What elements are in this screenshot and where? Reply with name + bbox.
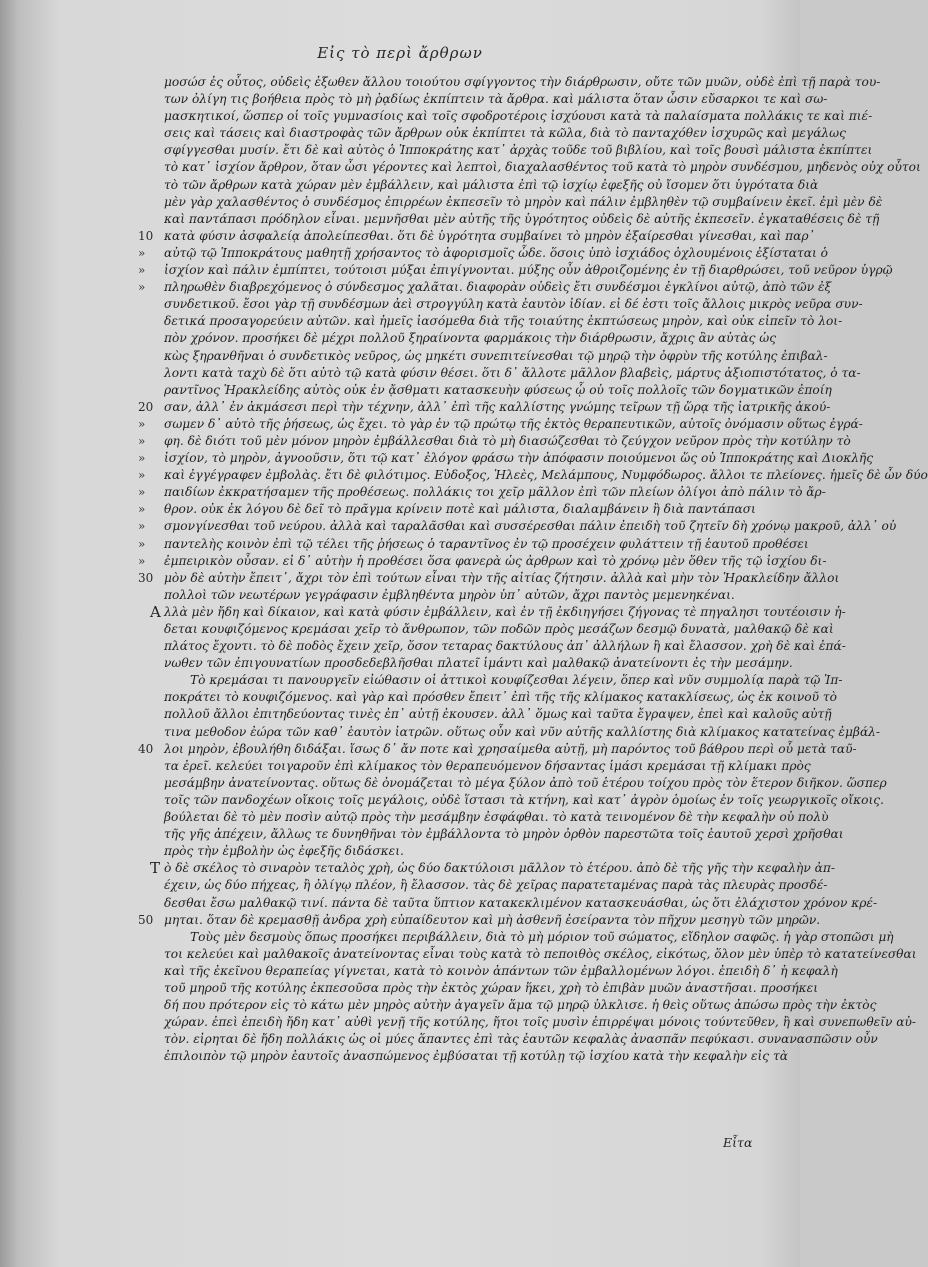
- text-line: [164, 672, 843, 689]
- initial-letter: T: [150, 859, 161, 878]
- text-line: [164, 365, 861, 382]
- text-line: [164, 843, 634, 860]
- text-line: [138, 262, 893, 279]
- text-line: [164, 980, 818, 997]
- line-text: σεις καὶ τάσεις καὶ διαστροφὰς τῶν ἄρθρων οὐκ ἐκπίπτει τὰ κῶλα, διὰ τὸ πανταχόθεν ἰσχυρῶς καὶ μεγάλως: [164, 126, 846, 141]
- line-text: ἐπιλοιπὸν τῷ μηρὸν ἑαυτοῖς ἀνασπώμενος ἐμβύσαται τῇ κοτύλῃ τῷ ἰσχίου κατὰ τὴν κεφαλὴν εἰς τὰ: [164, 1049, 788, 1064]
- commentary-text: [138, 74, 928, 1065]
- line-text: καὶ τῆς ἐκεῖνου θεραπείας γίγνεται, κατὰ τὸ κοινὸν ἁπάντων τῶν ἐμβαλλομένων λόγοι. ἐπειδὴ δ᾽ ἡ κεφαλὴ: [164, 963, 838, 978]
- text-line: [164, 621, 834, 638]
- line-text: βούλεται δὲ τὸ μὲν ποσὶν αὐτῷ πρὸς τὴν μεσάμβην ἐσφάφθαι. τὸ κατὰ τεινομένον δὲ τὴν κεφαλὴν οὐ πολὺ: [164, 810, 829, 825]
- line-text: ἐμπειρικὸν οὖσαν. εἰ δ᾽ αὐτὴν ἡ προθέσει ὅσα φανερὰ ὡς ἀρθρων καὶ τὸ χρόνῳ μὲν ὅθεν τῆς τῷ ἰσχίου δι-: [164, 553, 827, 568]
- line-text: λοι μηρὸν, ἐβουλήθη διδάξαι. ἴσως δ᾽ ἄν ποτε καὶ χρησαίμεθα αὐτῇ, μὴ παρόντος τοῦ βάθρου περὶ οὗ μετὰ ταῦ-: [164, 741, 857, 756]
- text-line: [164, 313, 843, 330]
- line-number: 50: [138, 912, 154, 927]
- line-text: ὸ δὲ σκέλος τὸ σιναρὸν τεταλὸς χρὴ, ὡς δύο δακτύλοισι μᾶλλον τὸ ἑτέρου. ἀπὸ δὲ τῆς γῆς τὴν κεφαλὴν ἀπ-: [164, 861, 835, 876]
- text-line: [164, 809, 829, 826]
- line-text: μὸν δὲ αὐτὴν ἔπειτ᾽, ἄχρι τὸν ἐπὶ τούτων εἶναι τὴν τῆς αἰτίας ζήτησιν. ἀλλὰ καὶ μὴν τὸν Ἡρακλείδην ἄλλοι: [164, 570, 840, 585]
- line-text: δεται κουφιζόμενος κρεμάσαι χεῖρ τὸ ἄνθρωπον, τῶν ποδῶν πρὸς μεσάζων δεσμῷ δυνατὰ, μαλθακῷ δὲ καὶ: [164, 622, 834, 636]
- quotation-mark: »: [138, 553, 146, 568]
- line-text: παντελὴς κοινὸν ἐπὶ τῷ τέλει τῆς ῥήσεως ὁ ταραντῖνος ἐν τῷ προσέχειν φυλάττειν τῇ ἑαυτοῦ προθέσει: [164, 536, 809, 551]
- line-text: τοῦ μηροῦ τῆς κοτύλης ἐκπεσοῦσα πρὸς τὴν ἐκτὸς χώραν ἥκει, χρὴ τὸ ἐπιβὰν μυῶν ἀναστῆσαι. προσήκει: [164, 980, 818, 995]
- line-text: τοι κελεύει καὶ μαλθακοῖς ἀνατείνοντας εἶναι τοὺς κατὰ τὸ πεποιθὸς σκέλος, εἰκότως, ὅλον μὲν ὑπὲρ τὸ κατατείνεσθαι: [164, 946, 917, 961]
- text-line: [138, 416, 863, 433]
- quotation-mark: »: [138, 433, 146, 448]
- text-line: [138, 518, 897, 535]
- text-line: [164, 929, 894, 946]
- line-text: ραντῖνος Ἡρακλείδης αὐτὸς οὐκ ἐν ᾄσθματι κατασκευὴν φύσεως ᾧ οὐ τοῖς πολλοῖς τῶν δογματικῶν ἐποίη: [164, 382, 832, 397]
- quotation-mark: »: [138, 468, 146, 483]
- quotation-mark: »: [138, 519, 146, 534]
- line-text: φη. δὲ διότι τοῦ μὲν μόνον μηρὸν ἐμβάλλεσθαι διὰ τὸ μὴ διασώζεσθαι τὸ ζεύγχον νεῦρον πρὸς τὴν κοτύλην τὸ: [164, 433, 851, 448]
- line-text: κατὰ φύσιν ἀσφαλείᾳ ἀπολείπεσθαι. ὅτι δὲ ὑγρότητα συμβαίνει τὸ μηρὸν ἐξαίρεσθαι γίνεσθαι, καὶ παρ᾽: [164, 228, 815, 243]
- line-text: μηται. ὅταν δὲ κρεμασθῇ ἀνδρα χρὴ εὐπαίδευτον καὶ μὴ ἀσθενῆ ἐσείραντα τὸν πῆχυν μεσηγὺ τῶν μηρῶν.: [164, 912, 821, 927]
- line-number: 40: [138, 741, 154, 756]
- line-text: τῆς γῆς ἀπέχειν, ἄλλως τε δυνηθῆναι τὸν ἐμβάλλοντα τὸ μηρὸν ὀρθὸν παρεστῶτα τοῖς ἑαυτοῦ χερσὶ χρῆσθαι: [164, 827, 844, 842]
- text-line: [164, 91, 828, 108]
- line-number: 20: [138, 399, 154, 414]
- line-text: σφίγγεσθαι μυσίν. ἔτι δὲ καὶ αὐτὸς ὁ Ἱπποκράτης κατ᾽ ἀρχὰς τοῦδε τοῦ βιβλίου, καὶ τοῖς βουσὶ μάλιστα ἐκπίπτει: [164, 143, 873, 158]
- quotation-mark: »: [138, 416, 146, 431]
- text-line: [164, 125, 846, 142]
- text-line: [138, 279, 832, 296]
- text-line: [164, 689, 837, 706]
- text-line: [164, 142, 873, 159]
- line-text: τινα μεθοδον ἐώρα τῶν καθ᾽ ἑαυτὸν ἰατρῶν. οὕτως οὖν καὶ νῦν αὐτῆς καλλίστης διὰ κλίμακος κατατείνας ἐμβάλ-: [164, 724, 881, 739]
- text-line: [138, 570, 840, 587]
- line-text: μασκητικοί, ὥσπερ οἱ τοῖς γυμνασίοις καὶ τοῖς σφοδροτέροις ἰσχύουσι κατὰ τὰ παλαίσματα πολλάκις τε καὶ πιέ-: [164, 109, 873, 124]
- text-line: [164, 330, 777, 347]
- line-text: τὸν. εἰρηται δὲ ἤδη πολλάκις ὡς οἱ μύες ἅπαντες ἐπὶ τὰς ἑαυτῶν κεφαλὰς ἀνασπᾶν πεφύκασι. συνανασπῶσιν οὖν: [164, 1032, 878, 1047]
- text-line: [164, 1031, 878, 1048]
- text-line: [164, 296, 863, 313]
- line-text: παιδίων ἐκκρατήσαμεν τῆς προθέσεως. πολλάκις τοι χεῖρ μᾶλλον ἐπὶ τῶν πλείων ὀλίγοι ἀπὸ πάλιν τὸ ἄρ-: [164, 485, 826, 500]
- quotation-mark: »: [138, 451, 146, 466]
- line-text: πὸν χρόνον. προσήκει δὲ μέχρι πολλοῦ ξηραίνοντα φαρμάκοις τὴν διάρθρωσιν, ἄχρις ἂν αὐτὰς ὡς: [164, 331, 777, 346]
- line-text: ἰσχίον, τὸ μηρὸν, ἀγνοοῦσιν, ὅτι τῷ κατ᾽ ἐλόγον φράσω τὴν ἀπόφασιν ποιούμενοι ὥς οὐ Ἱπποκράτης καὶ Διοκλῆς: [164, 451, 874, 466]
- text-line: [164, 895, 878, 912]
- quotation-mark: »: [138, 502, 146, 517]
- line-text: των ὀλίγη τις βοήθεια πρὸς τὸ μὴ ῥᾳδίως ἐκπίπτειν τὰ ἄρθρα. καὶ μάλιστα ὅταν ὦσιν εὔσαρκοι τε καὶ σω-: [164, 92, 828, 107]
- text-line: [164, 775, 887, 792]
- text-line: [164, 997, 877, 1014]
- text-line: [150, 602, 846, 621]
- line-text: λλὰ μὲν ἤδη καὶ δίκαιον, καὶ κατὰ φύσιν ἐμβάλλειν, καὶ ἐν τῇ ἐκδιηγήσει ζήγονας τὲ πηγαλησι τουτέοισιν ἡ-: [164, 604, 846, 619]
- line-text: συνδετικοῦ. ἔσοι γὰρ τῇ συνδέσμων ἀεὶ στρογγύλη κατὰ ἑαυτὸν ἰδίαν. εἰ δέ ἐστι τοῖς ἄλλοις μικρὸς νεῦρα συν-: [164, 297, 863, 312]
- line-text: αὐτῷ τῷ Ἱπποκράτους μαθητῇ χρήσαντος τὸ ἀφορισμοῖς ὧδε. ὅσοις ὑπὸ ἰσχιάδος ὀχλουμένοις ἐξίσταται ὁ: [164, 245, 828, 260]
- text-line: [164, 108, 873, 125]
- text-line: [164, 74, 881, 91]
- line-text: πλάτος ἔχοντι. τὸ δὲ ποδὸς ἔχειν χεῖρ, ὅσον τεταρας δακτύλους ἀπ᾽ ἀλλήλων ἢ καὶ ἔλασσον. χρὴ δὲ καὶ ἐπά-: [164, 639, 846, 654]
- text-line: [138, 484, 826, 501]
- line-text: Τὸ κρεμάσαι τι πανουργεῖν εἰώθασιν οἱ ἀττικοὶ κουφίζεσθαι λέγειν, ὅπερ καὶ νῦν συμμολίᾳ παρὰ τῷ Ἱπ-: [190, 673, 843, 688]
- text-line: [164, 724, 881, 741]
- line-text: Τοὺς μὲν δεσμοὺς ὅπως προσήκει περιβάλλειν, διὰ τὸ μὴ μόριον τοῦ σώματος, εἴδηλον σαφῶς. ἡ γὰρ στοπῶσι μὴ: [190, 929, 894, 944]
- text-line: [138, 536, 809, 553]
- quotation-mark: »: [138, 263, 146, 278]
- text-line: [164, 1014, 917, 1031]
- line-text: έχειν, ὡς δύο πήχεας, ἢ ὀλίγῳ πλέον, ἢ ἔλασσον. τὰς δὲ χεῖρας παρατεταμένας παρὰ τὰς πλευρὰς προσδέ-: [164, 878, 828, 893]
- quotation-mark: »: [138, 536, 146, 551]
- line-text: πρὸς τὴν ἐμβολὴν ὡς ἐφεξῆς διδάσκει.: [164, 844, 404, 859]
- line-text: τὸ κατ᾽ ἰσχίον ἄρθρον, ὅταν ὦσι γέροντες καὶ λεπτοὶ, διαχαλασθέντος τοῦ κατὰ τὸ μηρὸν συνδέσμου, μηδενὸς οὐχ οὗτοι: [164, 160, 921, 175]
- line-text: ποκράτει τὸ κουφιζόμενος. καὶ γὰρ καὶ πρόσθεν ἔπειτ᾽ ἐπὶ τῆς τῆς κλίμακος κατακλίσεως, ὡς ἐκ κοινοῦ τὸ: [164, 690, 837, 705]
- line-text: σαν, ἀλλ᾽ ἐν ἀκμάσεσι περὶ τὴν τέχνην, ἀλλ᾽ ἐπὶ τῆς καλλίστης γνώμης τεῖρων τῇ ὥρᾳ τῆς ἰατρικῆς ἀκού-: [164, 399, 831, 414]
- text-line: [164, 1048, 788, 1065]
- text-line: [164, 348, 828, 365]
- quotation-mark: »: [138, 485, 146, 500]
- line-text: τοῖς τῶν πανδοχέων οἴκοις τοῖς μεγάλοις, οὐδὲ ἵστασι τὰ κτήνη, καὶ κατ᾽ ἀγρὸν ὁμοίως ἐν τοῖς γεωργικοῖς οἴκοις.: [164, 792, 884, 807]
- text-line: [164, 758, 811, 775]
- line-text: πληρωθὲν διαβρεχόμενος ὁ σύνδεσμος χαλᾶται. διαφορὰν οὐδεὶς ἔτι συνδέσμοι ἐγκλίνοι αὐτῷ, ἀπὸ τῶν ἐξ: [164, 280, 832, 295]
- text-line: [138, 450, 874, 467]
- line-text: μεσάμβην ἀνατείνοντας. οὕτως δὲ ὀνομάζεται τὸ μέγα ξύλον ἀπὸ τοῦ ἑτέρου τοίχου πρὸς τὸν ἕτερον διῆκον. ὥσπερ: [164, 775, 887, 790]
- line-text: δεσθαι ἔσω μαλθακῷ τινί. πάντα δὲ ταῦτα ὕπτιον κατακεκλιμένον κατασκευάσθαι, ὡς ὅτι ἐλάχιστον χρόνον κρέ-: [164, 895, 878, 910]
- text-line: [138, 228, 815, 245]
- text-line: [138, 467, 928, 484]
- text-line: [164, 194, 883, 211]
- text-line: [164, 587, 764, 604]
- text-line: [164, 382, 832, 399]
- text-line: [164, 655, 793, 672]
- text-line: [138, 245, 828, 262]
- quotation-mark: »: [138, 280, 146, 295]
- line-text: θρον. οὐκ ἐκ λόγου δὲ δεῖ τὸ πρᾶγμα κρίνειν ποτὲ καὶ μάλιστα, διαλαμβάνειν ἢ διὰ παντάπασι: [164, 502, 756, 517]
- line-text: τὸ τῶν ἄρθρων κατὰ χώραν μὲν ἐμβάλλειν, καὶ μάλιστα ἐπὶ τῷ ἰσχίῳ ἐφεξῆς οὐ ἴσομεν ὅτι ὑγρότατα διὰ: [164, 177, 819, 192]
- text-line: [138, 433, 851, 450]
- text-line: [138, 553, 827, 570]
- line-text: λοντι κατὰ ταχὺ δὲ ὅτι αὐτὸ τῷ κατὰ φύσιν θέσει. ὅτι δ᾽ ἄλλοτε μᾶλλον βλαβεὶς, μάρτυς ἀξιοπιστότατος, ὁ τα-: [164, 365, 861, 380]
- text-line: [164, 177, 819, 194]
- line-number: 10: [138, 228, 154, 243]
- line-text: δετικά προσαγορεύειν αὐτῶν. καὶ ἡμεῖς ἰασόμεθα διὰ τῆς τοιαύτης ἐκπτώσεως μηρὸν, καὶ οὐκ εἰπεῖν τὸ λοι-: [164, 314, 843, 329]
- line-text: κὼς ξηρανθῆναι ὁ συνδετικὸς νεῦρος, ὡς μηκέτι συνεπιτείνεσθαι τῷ μηρῷ τὴν ὀφρὺν τῆς κοτύλης ἐπιβαλ-: [164, 348, 828, 363]
- line-text: μοσώσ ἐς οὗτος, οὐδεὶς ἐξωθεν ἄλλου τοιούτου σφίγγοντος τὴν διάρθρωσιν, οὔτε τῶν μυῶν, οὐδὲ ἐπὶ τῇ παρὰ του-: [164, 75, 881, 89]
- text-line: [164, 792, 884, 809]
- text-line: [164, 211, 880, 228]
- text-line: [138, 399, 831, 416]
- line-text: δή που πρότερον εἰς τὸ κάτω μὲν μηρὸς αὐτὴν ἀγαγεῖν ἅμα τῷ μηρῷ ὑλκλισε. ἡ θεὶς οὕτως ἀπώσω πρὸς τὴν ἐκτὸς: [164, 998, 877, 1013]
- line-text: σμονγίνεσθαι τοῦ νεύρου. ἀλλὰ καὶ ταραλᾶσθαι καὶ συσσέρεσθαι πάλιν ἐπειδὴ τοῦ ζητεῖν δὴ χρόνῳ μακροῦ, ἀλλ᾽ οὐ: [164, 519, 897, 534]
- initial-letter: A: [150, 602, 161, 621]
- text-line: [138, 912, 821, 929]
- text-line: [164, 877, 828, 894]
- line-text: καὶ παντάπασι πρόδηλον εἶναι. μεμνῆσθαι μὲν αὐτῆς τῆς ὑγρότητος οὐδεὶς δὲ αὐτῆς ἐκπεσεῖν. ἐγκαταθέσεις δὲ τῇ: [164, 211, 880, 226]
- text-line: [164, 706, 832, 723]
- text-line: [164, 946, 917, 963]
- line-text: χώραν. ἐπεὶ ἐπειδὴ ἤδη κατ᾽ αὐθὶ γενῇ τῆς κοτύλης, ἤτοι τοῖς μυσὶν ἐπιρρέψαι μόνοις τούντεῦθεν, ἢ καὶ συνεπωθεῖν αὐ-: [164, 1015, 917, 1030]
- line-text: τα ἐρεῖ. κελεύει τοιγαροῦν ἐπὶ κλίμακος τὸν θεραπευόμενον δήσαντας ἱμάσι κρεμάσαι τῇ κλίμακι πρὸς: [164, 758, 811, 773]
- text-line: [164, 963, 838, 980]
- line-text: σωμεν δ᾽ αὐτὸ τῆς ῥήσεως, ὡς ἔχει. τὸ γὰρ ἐν τῷ πρώτῳ τῆς ἐκτὸς θεραπευτικῶν, αὐτοῖς ὀνόμασιν οὕτως ἐγρά-: [164, 416, 863, 431]
- line-text: ἰσχίον καὶ πάλιν ἐμπίπτει, τούτοισι μύξαι ἐπιγίγνονται. μύξης οὖν ἀθροιζομένης ἐν τῇ διαρθρώσει, τοῦ νεῦρον ὑγρῷ: [164, 263, 893, 278]
- line-text: μὲν γὰρ χαλασθέντος ὁ συνδέσμος ἐπιρρέων ἐκπεσεῖν τὸ μηρὸν καὶ πάλιν ἐμβληθὲν τῷ συμβαίνειν ἐκεῖ. ἐμὶ μὲν δὲ: [164, 194, 883, 209]
- running-header: Εἰς τὸ περὶ ἄρθρων: [317, 44, 483, 62]
- line-text: νωθεν τῶν ἐπιγουνατίων προσδεδεβλῆσθαι πλατεῖ ἱμάντι καὶ μαλθακῷ ἀνατείνοντι ἐς τὴν μεσάμην.: [164, 656, 793, 671]
- text-line: [164, 826, 844, 843]
- line-number: 30: [138, 570, 154, 585]
- text-line: [138, 741, 857, 758]
- text-line: [164, 159, 921, 176]
- line-text: καὶ ἐγγέγραφεν ἐμβολὰς. ἔτι δὲ φιλότιμος. Εὐδοξος, Ἡλεὲς, Μελάμπους, Νυμφόδωρος. ἄλλοι τε πλείονες. ἡμεῖς δὲ ὦν δύο: [164, 468, 928, 483]
- text-line: [164, 638, 846, 655]
- text-line: [138, 501, 764, 518]
- line-text: πολλοὶ τῶν νεωτέρων γεγράφασιν ἐμβληθέντα μηρὸν ὑπ᾽ αὐτῶν, ἄχρι παντὸς μεμενηκέναι.: [164, 587, 735, 602]
- quotation-mark: »: [138, 245, 146, 260]
- line-text: πολλοῦ ἄλλοι ἐπιτηδεύοντας τινὲς ἐπ᾽ αὐτῇ ἐκουσεν. ἀλλ᾽ ὅμως καὶ ταῦτα ἔγραψεν, ἐπεὶ καὶ καλοῦς αὐτῇ: [164, 707, 832, 722]
- text-line: [150, 859, 835, 878]
- catchword: Εἶτα: [723, 1135, 753, 1150]
